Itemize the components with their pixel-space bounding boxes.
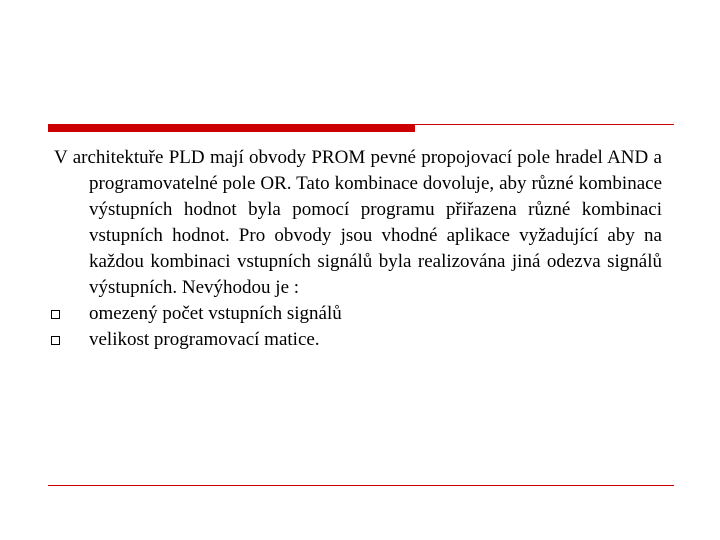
list-item <box>54 327 662 353</box>
top-accent-bar <box>48 124 415 132</box>
hollow-square-bullet-icon <box>51 336 60 345</box>
list-item <box>54 301 662 327</box>
bottom-divider <box>48 485 674 486</box>
slide-paragraph: V architektuře PLD mají obvody PROM pevné propojovací pole hradel AND a programovatelné pole OR. Tato kombinace dovoluje, aby různé kombinace výstupních hodnot byla pomocí programu přiřazena různé kombinaci vstupních hodnot. Pro obvody jsou vhodné aplikace vyžadující aby na každou kombinaci vstupních signálů byla realizována jiná odezva signálů výstupních. Nevýhodou je : <box>54 147 662 298</box>
slide-body <box>54 145 662 353</box>
hollow-square-bullet-icon <box>51 310 60 319</box>
bullet-text: velikost programovací matice. <box>89 329 320 350</box>
bullet-text: omezený počet vstupních signálů <box>89 303 342 324</box>
bullet-list <box>54 301 662 353</box>
